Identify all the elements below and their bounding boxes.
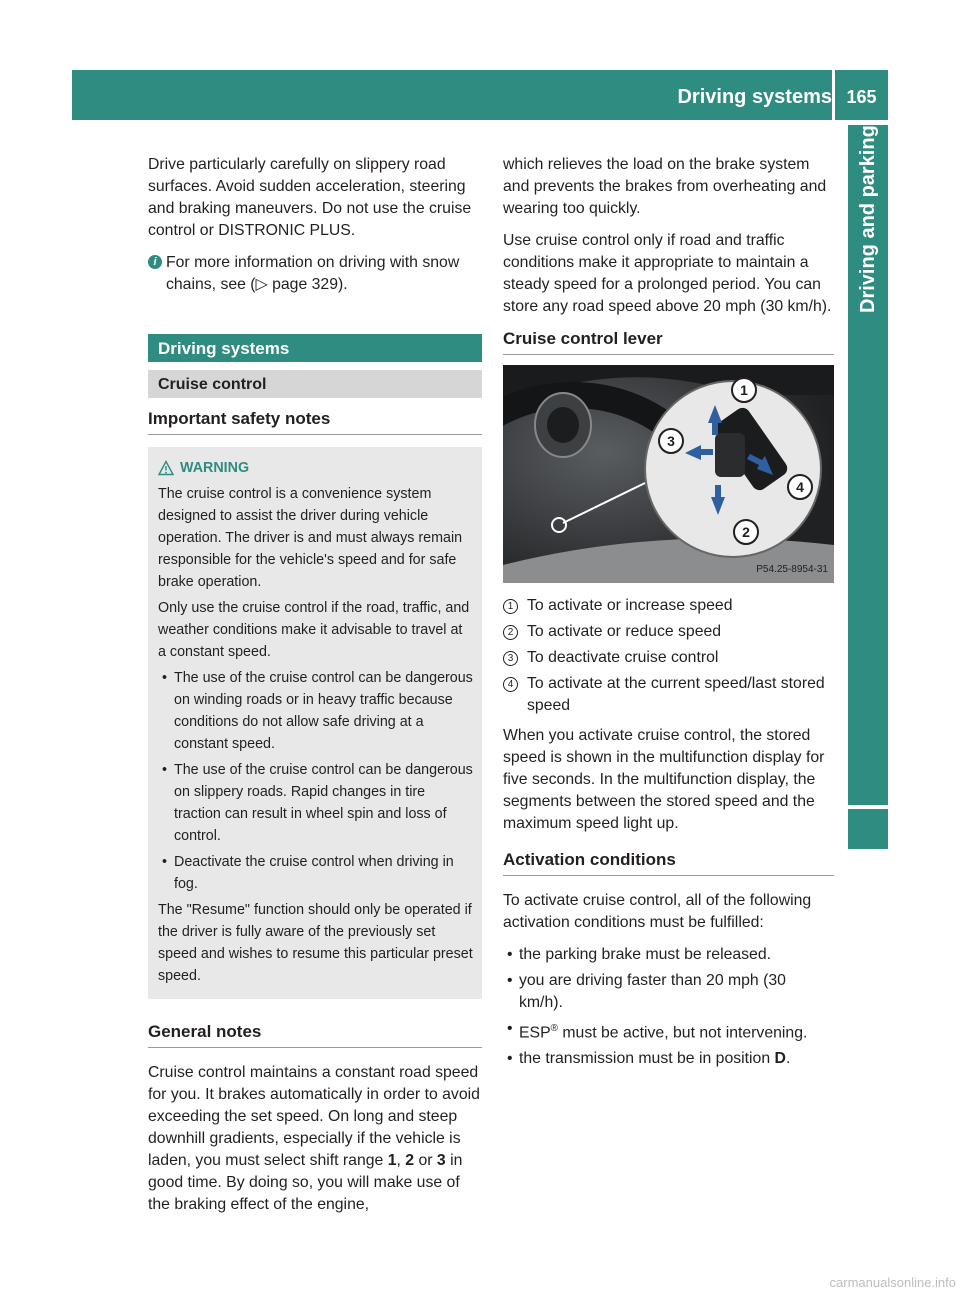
condition-bullet: • ESP® must be active, but not intervening.	[503, 1018, 834, 1044]
side-tab-marker	[848, 809, 888, 849]
cruise-lever-photo	[503, 365, 834, 583]
condition-bullet: • you are driving faster than 20 mph (30 km/h).	[503, 970, 834, 1014]
paragraph-display: When you activate cruise control, the stored speed is shown in the multifunction display for five seconds. In the multifunction display, the segments between the stored speed and the maximum speed light up.	[503, 727, 825, 832]
callout-4: 4	[787, 474, 813, 500]
warning-header	[158, 457, 474, 479]
legend-item: 4 To activate at the current speed/last stored speed	[503, 673, 834, 717]
legend-item: 3 To deactivate cruise control	[503, 647, 834, 669]
info-icon: i	[148, 255, 162, 269]
paragraph-slippery: Drive particularly carefully on slippery road surfaces. Avoid sudden acceleration, steering and braking maneuvers. Do not use the cruise control or DISTRONIC PLUS.	[148, 156, 472, 239]
paragraph-brake: which relieves the load on the brake system and prevents the brakes from overheating and wearing too quickly.	[503, 156, 827, 217]
side-tab-label: Driving and parking	[857, 125, 879, 313]
page-number: 165	[846, 87, 877, 107]
warning-paragraph: The "Resume" function should only be operated if the driver is fully aware of the previously set speed and wishes to resume this particular preset speed.	[158, 902, 473, 984]
paragraph-usage: Use cruise control only if road and traffic conditions make it appropriate to maintain a steady speed for a prolonged period. You can store any road speed above 20 mph (30 km/h).	[503, 232, 832, 315]
warning-bullet: • Deactivate the cruise control when driving in fog.	[158, 851, 474, 895]
paragraph-general: Cruise control maintains a constant road speed for you. It brakes automatically in order to avoid exceeding the set speed. On long and steep downhill gradients, especially if the vehicle is laden, you must select shift range 1, 2 or 3 in good time. By doing so, you will make use of the braking effect of the engine,	[148, 1064, 480, 1213]
photo-code: P54.25-8954-31	[756, 564, 828, 575]
heading-safety-notes: Important safety notes	[148, 408, 482, 435]
callout-2: 2	[733, 519, 759, 545]
info-text: For more information on driving with snow chains, see (▷ page 329).	[166, 254, 460, 293]
callout-1: 1	[731, 377, 757, 403]
info-note	[148, 252, 482, 296]
paragraph-activation: To activate cruise control, all of the following activation conditions must be fulfilled:	[503, 892, 812, 931]
subsection-heading: Cruise control	[148, 370, 482, 398]
callout-3: 3	[658, 428, 684, 454]
right-column	[503, 154, 834, 1074]
warning-bullet: • The use of the cruise control can be dangerous on slippery roads. Rapid changes in tire traction can result in wheel spin and loss of control.	[158, 759, 474, 847]
header-title: Driving systems	[677, 86, 832, 108]
condition-bullet: • the transmission must be in position D.	[503, 1048, 834, 1070]
footer-watermark: carmanualsonline.info	[829, 1275, 956, 1290]
heading-activation: Activation conditions	[503, 849, 834, 876]
steering-wheel-illustration	[503, 365, 834, 583]
heading-general-notes: General notes	[148, 1021, 482, 1048]
condition-bullet: • the parking brake must be released.	[503, 944, 834, 966]
warning-title: WARNING	[180, 460, 250, 476]
warning-triangle-icon	[158, 460, 174, 476]
warning-box	[148, 447, 482, 999]
legend-item: 2 To activate or reduce speed	[503, 621, 834, 643]
section-heading: Driving systems	[148, 334, 482, 362]
warning-paragraph: The cruise control is a convenience system designed to assist the driver during vehicle operation. The driver is and must always remain responsible for the vehicle's speed and for safe brake operation.	[158, 486, 463, 590]
warning-paragraph: Only use the cruise control if the road, traffic, and weather conditions make it advisable to travel at a constant speed.	[158, 600, 470, 660]
warning-bullet: • The use of the cruise control can be dangerous on winding roads or in heavy traffic because conditions do not allow safe driving at a constant speed.	[158, 667, 474, 755]
left-column	[148, 154, 482, 1226]
legend-item: 1 To activate or increase speed	[503, 595, 834, 617]
heading-cruise-lever: Cruise control lever	[503, 328, 834, 355]
